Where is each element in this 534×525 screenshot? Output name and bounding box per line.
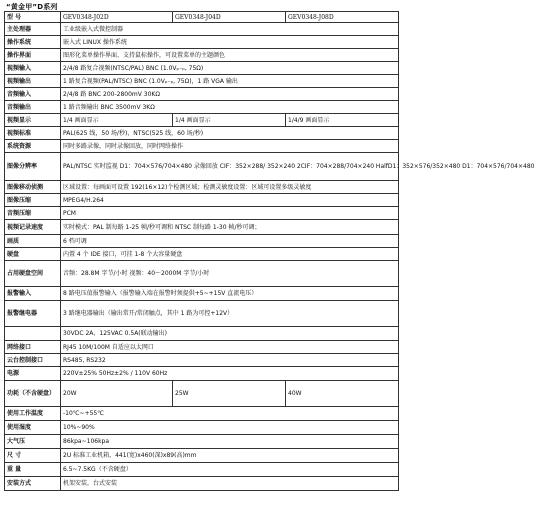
power-j04d: 25W (173, 381, 286, 407)
row-value: 6.5~7.5KG（不含硬盘） (61, 463, 399, 477)
row-label: 操作界面 (5, 49, 61, 62)
row-label: 视频标准 (5, 127, 61, 140)
row-label: 视频输入 (5, 62, 61, 75)
table-row (5, 354, 399, 367)
row-value: PAL/NTSC 实时监视 D1：704×576/704×480 录像回放 CIF：352×288/ 352×240 2CIF：704×288/704×240 HalfD1：352×576/352×480 D1：704×576/704×480 (61, 153, 399, 181)
row-value: 6 档可调 (61, 235, 399, 248)
table-row (5, 36, 399, 49)
row-label: 音频输入 (5, 88, 61, 101)
display-j08d: 1/4/9 画面显示 (286, 114, 399, 127)
power-j02d: 20W (61, 381, 173, 407)
row-value: 实时模式：PAL 制每路 1-25 帧/秒可调和 NTSC 制每路 1-30 帧/秒可调； (61, 220, 399, 235)
row-label: 主处理器 (5, 23, 61, 36)
row-value: 工业级嵌入式微控制器 (61, 23, 399, 36)
row-value: 机架安装，台式安装 (61, 477, 399, 491)
row-value: 2/4/8 路 BNC 200-2800mV 30KΩ (61, 88, 399, 101)
table-row (5, 220, 399, 235)
row-label: 图像压缩 (5, 194, 61, 207)
row-label: 视频记录速度 (5, 220, 61, 235)
row-value: 内置 4 个 IDE 接口，可挂 1-8 个大容量硬盘 (61, 248, 399, 261)
row-value: RS485, RS232 (61, 354, 399, 367)
table-row (5, 23, 399, 36)
table-row (5, 88, 399, 101)
row-value: 86kpa~106kpa (61, 435, 399, 449)
row-value: 2U 标准工业机箱，441(宽)x460(深)x89(高)mm (61, 449, 399, 463)
table-row (5, 114, 399, 127)
table-row (5, 194, 399, 207)
table-row (5, 381, 399, 407)
table-row (5, 140, 399, 153)
model-label: 型 号 (5, 12, 61, 23)
row-label: 硬盘 (5, 248, 61, 261)
row-label: 音频压缩 (5, 207, 61, 220)
table-row (5, 327, 399, 341)
table-row (5, 49, 399, 62)
table-row (5, 301, 399, 327)
row-label: 系统资源 (5, 140, 61, 153)
row-label: 使用工作温度 (5, 407, 61, 421)
model-row (5, 12, 399, 23)
row-label: 占用硬盘空间 (5, 261, 61, 287)
row-value: 图形化菜单操作界面、支持鼠标操作，可设置菜单的主题颜色 (61, 49, 399, 62)
row-value: 音频：28.8M 字节/小时 视频：40～2000M 字节/小时 (61, 261, 399, 287)
table-row (5, 435, 399, 449)
row-label: 图像移动侦测 (5, 181, 61, 194)
display-j04d: 1/4 画面显示 (173, 114, 286, 127)
table-row (5, 261, 399, 287)
table-row (5, 207, 399, 220)
table-row (5, 181, 399, 194)
table-row (5, 477, 399, 491)
table-row (5, 449, 399, 463)
row-label: 音频输出 (5, 101, 61, 114)
row-label: 功耗（不含硬盘） (5, 381, 61, 407)
power-j08d: 40W (286, 381, 399, 407)
model-j08d: GEV0348-J08D (286, 12, 399, 23)
row-label: 视频输出 (5, 75, 61, 88)
spec-table (4, 11, 534, 491)
table-row (5, 62, 399, 75)
table-row (5, 75, 399, 88)
row-label: 报警输入 (5, 287, 61, 301)
row-value: 2/4/8 路复合视频(NTSC/PAL) BNC (1.0Vₚ₋ₚ, 75Ω) (61, 62, 399, 75)
row-label: 操作系统 (5, 36, 61, 49)
table-row (5, 463, 399, 477)
row-label: 安装方式 (5, 477, 61, 491)
row-value: PCM (61, 207, 399, 220)
table-row (5, 407, 399, 421)
row-value: 1 路音频输出 BNC 3500mV 3KΩ (61, 101, 399, 114)
row-value: 同时多路录像，同时录像回放，同时网络操作 (61, 140, 399, 153)
series-title: “黄金甲”D系列 (6, 3, 58, 11)
row-label: 尺 寸 (5, 449, 61, 463)
row-label: 大气压 (5, 435, 61, 449)
row-label: 画质 (5, 235, 61, 248)
display-j02d: 1/4 画面显示 (61, 114, 173, 127)
table-row (5, 153, 399, 181)
row-label: 云台控制接口 (5, 354, 61, 367)
table-row (5, 421, 399, 435)
row-label: 网络接口 (5, 341, 61, 354)
row-label: 视频显示 (5, 114, 61, 127)
table-row (5, 367, 399, 381)
row-label: 报警继电器 (5, 301, 61, 327)
row-label: 电源 (5, 367, 61, 381)
table-row (5, 127, 399, 140)
row-value: RJ45 10M/100M 自适应以太网口 (61, 341, 399, 354)
row-label (5, 327, 61, 341)
row-value: -10℃~+55℃ (61, 407, 399, 421)
row-value: 220V±25% 50Hz±2% / 110V 60Hz (61, 367, 399, 381)
table-row (5, 101, 399, 114)
model-j02d: GEV0348-J02D (61, 12, 173, 23)
table-row (5, 235, 399, 248)
row-label: 图像分辨率 (5, 153, 61, 181)
model-j04d: GEV0348-J04D (173, 12, 286, 23)
row-value: 3 路继电器输出（输出常开/常闭触点，其中 1 路为可控+12V） (61, 301, 399, 327)
row-value: PAL(625 线，50 场/秒)，NTSC(525 线，60 场/秒) (61, 127, 399, 140)
table-row (5, 248, 399, 261)
row-value: 10%~90% (61, 421, 399, 435)
row-label: 重 量 (5, 463, 61, 477)
row-value: MPEG4/H.264 (61, 194, 399, 207)
row-value: 区域设置：每画面可设置 192(16×12)个检测区域；检测灵敏度设置：区域可设置多级灵敏度 (61, 181, 399, 194)
row-value: 8 路电压值报警输入（报警输入端在报警时须提供+5~+15V 直流电压） (61, 287, 399, 301)
table-row (5, 287, 399, 301)
row-value: 1 路复合视频(PAL/NTSC) BNC (1.0Vₚ₋ₚ, 75Ω)，1 路 VGA 输出 (61, 75, 399, 88)
row-value: 30VDC 2A，125VAC 0.5A(联动输出) (61, 327, 399, 341)
row-label: 使用湿度 (5, 421, 61, 435)
table-row (5, 341, 399, 354)
row-value: 嵌入式 LINUX 操作系统 (61, 36, 399, 49)
